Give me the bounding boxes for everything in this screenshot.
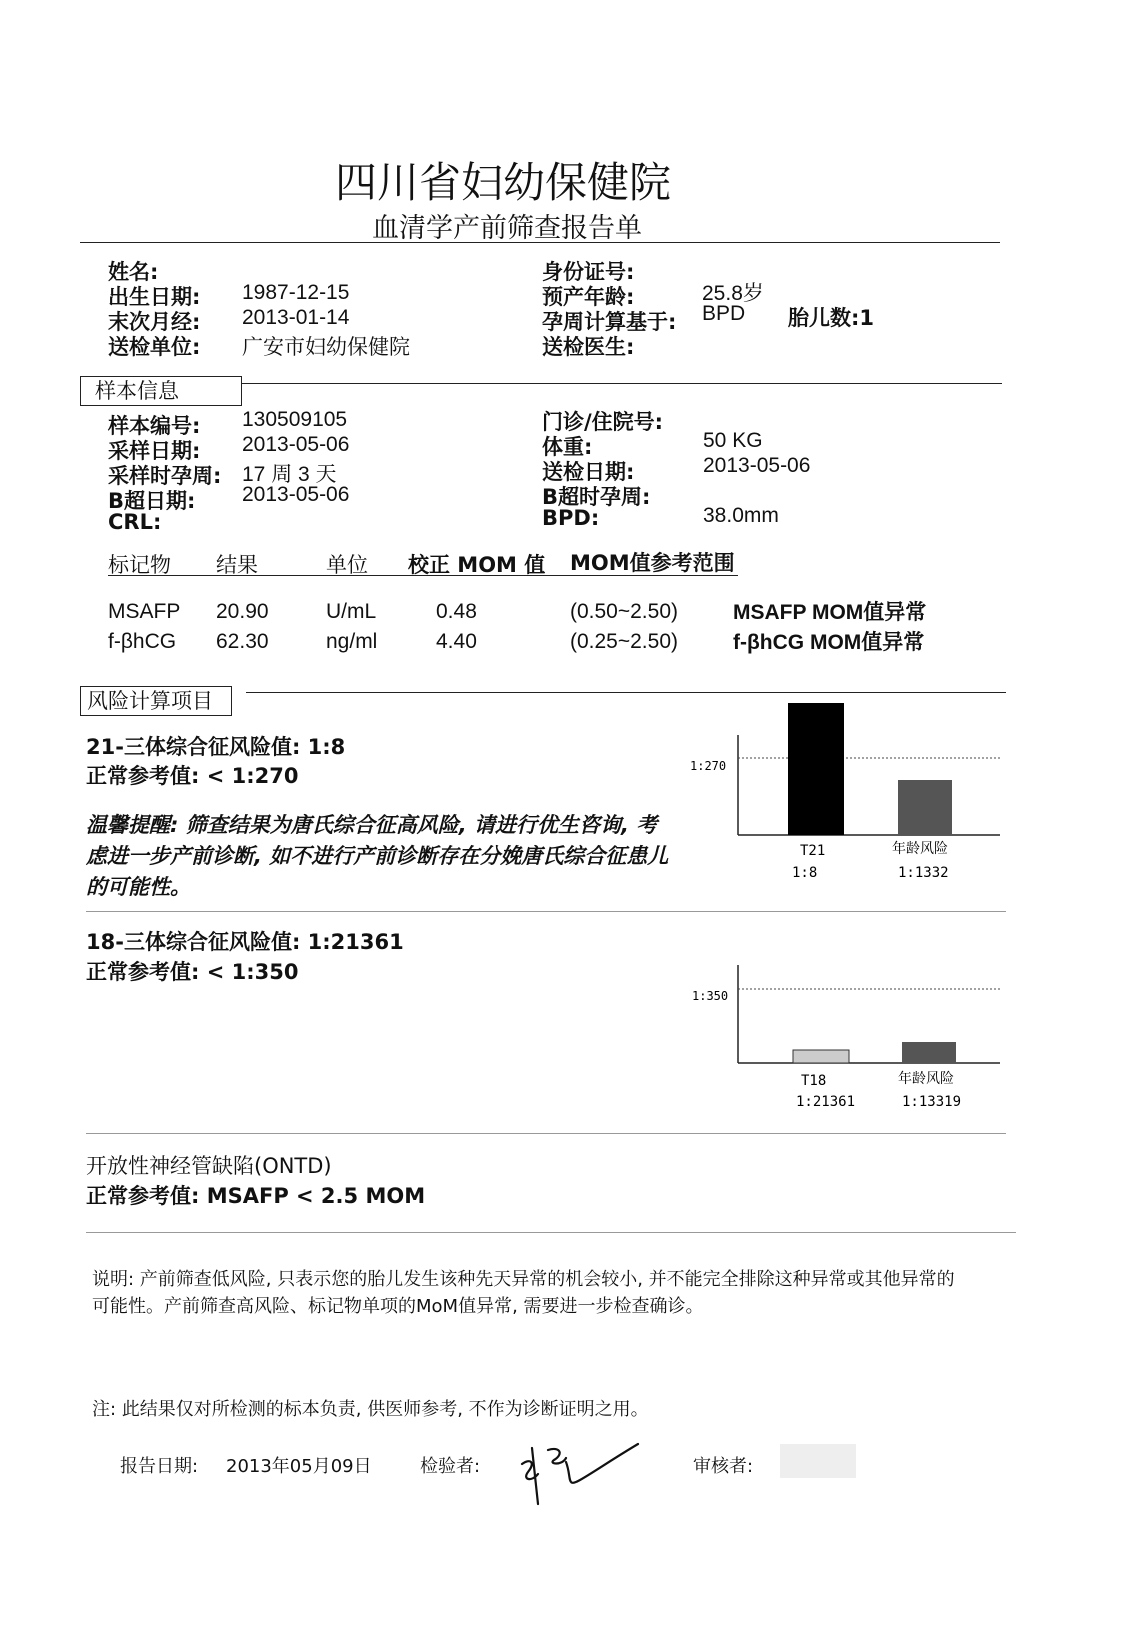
sample-ga-label: 采样时孕周:	[108, 464, 222, 488]
dob-label: 出生日期:	[108, 285, 201, 309]
name-label: 姓名:	[108, 260, 159, 284]
marker-unit: ng/ml	[326, 630, 378, 653]
sample-section-label: 样本信息	[80, 376, 242, 406]
lmp-label: 末次月经:	[108, 310, 201, 334]
age-label: 预产年龄:	[542, 285, 635, 309]
explanation-note: 说明: 产前筛查低风险, 只表示您的胎儿发生该种先天异常的机会较小, 并不能完全排除这种异常或其他异常的可能性。产前筛查高风险、标记物单项的MoM值异常, 需要进一步检查确诊。	[92, 1269, 955, 1317]
report-date-label: 报告日期:	[120, 1456, 199, 1477]
us-date-label: B超日期:	[108, 489, 196, 513]
age-value: 25.8岁	[702, 282, 764, 305]
bar-age-risk	[902, 1042, 956, 1063]
col-header-result: 结果	[216, 553, 258, 577]
category-label: 年龄风险	[898, 1071, 954, 1087]
sample-no-label: 样本编号:	[108, 414, 201, 438]
t21-reference: 正常参考值: < 1:270	[86, 764, 299, 788]
hospital-title: 四川省妇幼保健院	[335, 158, 672, 207]
marker-range: (0.50~2.50)	[570, 600, 678, 623]
bar-t21	[788, 703, 844, 835]
threshold-label: 1:270	[690, 759, 727, 773]
col-header-unit: 单位	[326, 553, 368, 577]
id-label: 身份证号:	[542, 260, 635, 284]
reviewer-label: 审核者:	[693, 1456, 754, 1477]
report-date-value: 2013年05月09日	[226, 1456, 372, 1477]
marker-range: (0.25~2.50)	[570, 630, 678, 653]
weight-label: 体重:	[542, 435, 593, 459]
submit-date-value: 2013-05-06	[703, 454, 811, 477]
t18-reference: 正常参考值: < 1:350	[86, 960, 299, 984]
unit-label: 送检单位:	[108, 335, 201, 359]
value-label: 1:8	[792, 865, 818, 881]
sample-date-value: 2013-05-06	[242, 433, 350, 456]
crl-label: CRL:	[108, 510, 162, 534]
marker-name: f-βhCG	[108, 630, 177, 653]
risk-section-label: 风险计算项目	[80, 686, 232, 716]
ga-basis-label: 孕周计算基于:	[542, 310, 677, 334]
unit-value: 广安市妇幼保健院	[242, 336, 410, 359]
weight-value: 50 KG	[703, 429, 763, 452]
ontd-reference: 正常参考值: MSAFP < 2.5 MOM	[86, 1184, 426, 1208]
tester-signature	[508, 1428, 658, 1518]
ontd-title: 开放性神经管缺陷(ONTD)	[86, 1154, 332, 1178]
ga-basis-value: BPD	[702, 302, 746, 325]
risk-divider	[246, 692, 1006, 693]
us-ga-label: B超时孕周:	[542, 485, 651, 509]
bar-age-risk	[898, 780, 952, 835]
tester-label: 检验者:	[420, 1456, 481, 1477]
t18-divider	[86, 911, 1006, 912]
marker-name: MSAFP	[108, 600, 181, 623]
notes-divider	[86, 1232, 1016, 1233]
sample-ga-value: 17 周 3 天	[242, 463, 337, 486]
category-label: 年龄风险	[892, 841, 948, 857]
warning-text: 温馨提醒: 筛查结果为唐氏综合征高风险, 请进行优生咨询, 考虑进一步产前诊断, 如不进行产前诊断存在分娩唐氏综合征患儿的可能性。	[86, 813, 669, 899]
sample-date-label: 采样日期:	[108, 439, 201, 463]
ontd-divider	[86, 1133, 1006, 1134]
table-header-divider	[108, 575, 738, 576]
doctor-label: 送检医生:	[542, 335, 635, 359]
us-date-value: 2013-05-06	[242, 483, 350, 506]
disclaimer-note: 注: 此结果仅对所检测的标本负责, 供医师参考, 不作为诊断证明之用。	[92, 1399, 649, 1420]
value-label: 1:13319	[902, 1094, 962, 1110]
marker-mom: 0.48	[436, 600, 477, 623]
col-header-range: MOM值参考范围	[570, 551, 735, 575]
threshold-label: 1:350	[692, 989, 729, 1003]
dob-value: 1987-12-15	[242, 281, 350, 304]
lmp-value: 2013-01-14	[242, 306, 350, 329]
title-divider	[80, 242, 1000, 243]
t18-risk-line: 18-三体综合征风险值: 1:21361	[86, 930, 404, 954]
t21-risk-chart	[680, 695, 1020, 895]
fetus-count: 胎儿数:1	[788, 306, 875, 330]
value-label: 1:21361	[796, 1094, 856, 1110]
marker-flag: f-βhCG MOM值异常	[733, 631, 925, 654]
marker-flag: MSAFP MOM值异常	[733, 601, 927, 624]
marker-result: 20.90	[216, 600, 269, 623]
category-label: T21	[800, 843, 826, 859]
bpd-label: BPD:	[542, 506, 600, 530]
t18-risk-chart	[680, 960, 1020, 1120]
sample-no-value: 130509105	[242, 408, 348, 431]
submit-date-label: 送检日期:	[542, 460, 635, 484]
reviewer-signature-redacted	[780, 1444, 856, 1478]
bpd-value: 38.0mm	[703, 504, 779, 527]
opd-label: 门诊/住院号:	[542, 410, 664, 434]
marker-mom: 4.40	[436, 630, 477, 653]
sample-divider	[240, 383, 1002, 384]
marker-unit: U/mL	[326, 600, 377, 623]
value-label: 1:1332	[898, 865, 949, 881]
category-label: T18	[801, 1073, 827, 1089]
col-header-marker: 标记物	[108, 553, 171, 577]
bar-t18	[793, 1050, 849, 1063]
marker-result: 62.30	[216, 630, 269, 653]
t21-risk-line: 21-三体综合征风险值: 1:8	[86, 735, 346, 759]
col-header-mom: 校正 MOM 值	[408, 553, 546, 577]
report-title: 血清学产前筛查报告单	[372, 213, 642, 244]
